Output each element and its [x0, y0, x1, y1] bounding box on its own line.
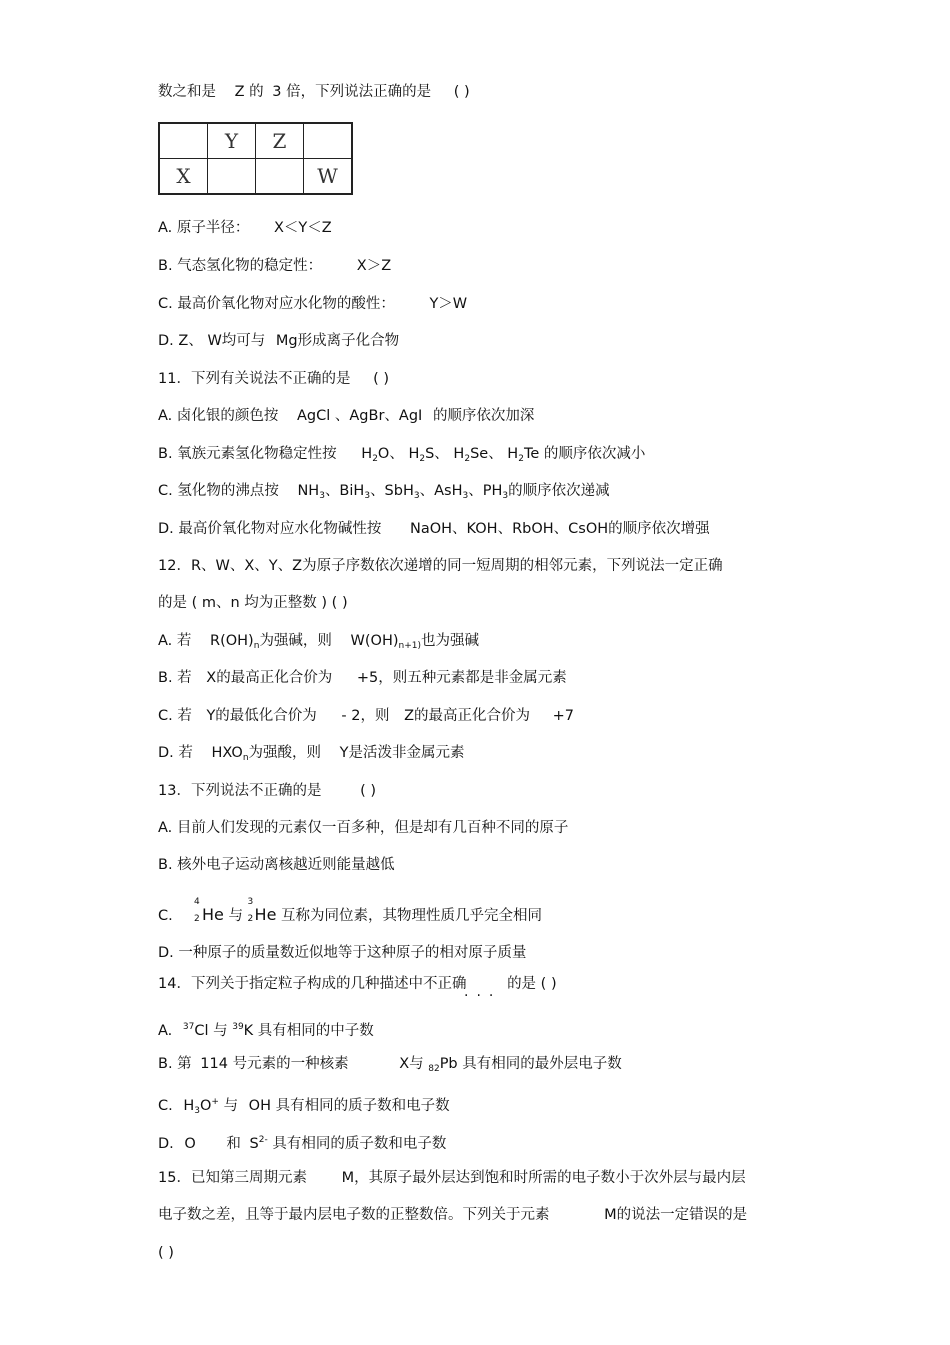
option-text: 与: [213, 1023, 228, 1039]
option-text: 一种原子的质量数近似地等于这种原子的相对原子质量: [178, 945, 527, 961]
option-text: Y是活泼非金属元素: [339, 745, 465, 761]
option-text: 若: [177, 670, 192, 686]
question-text: 12．R、W、X、Y、Z为原子序数依次递增的同一短周期的相邻元素，下列说法一定正确: [158, 558, 723, 574]
subscript: 3: [502, 491, 509, 501]
q14-option-a: [158, 1017, 374, 1041]
q11-option-d: [158, 519, 710, 539]
option-label: D.: [158, 1136, 174, 1152]
option-text: Pb 具有相同的最外层电子数: [439, 1056, 622, 1072]
formula-text: R(OH): [210, 633, 254, 649]
formula-text: H: [453, 446, 465, 462]
question-text: M，其原子最外层达到饱和时所需的电子数小于次外层与最内层: [341, 1170, 746, 1186]
option-text: 最高价氧化物对应水化物的酸性：: [177, 296, 395, 312]
option-text: +5，则五种元素都是非金属元素: [356, 670, 567, 686]
formula-text: W(OH): [350, 633, 399, 649]
option-text: 互称为同位素，其物理性质几乎完全相同: [281, 908, 543, 924]
option-label: D.: [158, 333, 174, 349]
q10-stem-text: 数之和是: [158, 84, 216, 100]
formula-text: Te 的顺序依次减小: [523, 446, 646, 462]
element-symbol: He: [254, 905, 277, 924]
option-expr: X＞Z: [356, 258, 392, 274]
subscript: 3: [194, 1106, 200, 1116]
option-label: B.: [158, 670, 173, 686]
option-text: 与: [228, 908, 243, 924]
table-cell: Z: [256, 123, 304, 159]
option-text: 核外电子运动离核越近则能量越低: [177, 857, 395, 873]
q10-option-b: [158, 256, 391, 276]
option-text: 目前人们发现的元素仅一百多种，但是却有几百种不同的原子: [176, 820, 569, 836]
q12-option-a: [158, 631, 479, 656]
q13-stem: [158, 781, 376, 801]
option-label: C.: [158, 908, 173, 924]
formula-text: H: [507, 446, 519, 462]
option-text: Z的最高正化合价为: [404, 708, 531, 724]
subscript: 2: [464, 454, 471, 464]
option-text: 也为强碱: [421, 633, 479, 649]
element-symbol: Cl: [194, 1023, 209, 1039]
option-text: 114 号元素的一种核素: [200, 1056, 349, 1072]
option-text: +7: [552, 708, 575, 724]
table-cell: Y: [208, 123, 256, 159]
formula-text: 、BiH: [324, 483, 365, 499]
subscript: 3: [462, 491, 469, 501]
formula-text: 、SbH: [370, 483, 414, 499]
q13-option-d: [158, 943, 526, 963]
q10-option-a: [158, 218, 332, 238]
option-text: X与: [399, 1056, 424, 1072]
q13-option-c: [158, 897, 543, 926]
q11-stem: [158, 369, 389, 389]
option-label: C.: [158, 296, 173, 312]
option-label: D.: [158, 945, 174, 961]
subscript: 3: [364, 491, 371, 501]
emphasis-dots: ...: [464, 984, 502, 1000]
option-label: A.: [158, 820, 173, 836]
q13-option-b: [158, 855, 395, 875]
formula-text: O、: [377, 446, 404, 462]
option-text: K 具有相同的中子数: [243, 1023, 374, 1039]
option-text: 为强碱，则: [259, 633, 332, 649]
table-cell: [256, 159, 304, 195]
option-text: NaOH、KOH、RbOH、CsOH的顺序依次增强: [410, 521, 710, 537]
q14-option-b: [158, 1054, 622, 1079]
q13-option-a: [158, 818, 568, 838]
q15-stem: [158, 1168, 746, 1188]
table-cell: [208, 159, 256, 195]
table-cell: [304, 123, 353, 159]
option-text: 最高价氧化物对应水化物碱性按: [178, 521, 382, 537]
mass-number: 3: [247, 897, 254, 907]
q10-stem-n: 3: [272, 84, 282, 100]
q10-option-c: [158, 294, 467, 314]
option-text: 的顺序依次加深: [432, 408, 535, 424]
mass-number: 39: [232, 1022, 244, 1032]
option-text: W均可与: [207, 333, 266, 349]
option-label: C.: [158, 708, 173, 724]
option-label: D.: [158, 521, 174, 537]
q15-answer-paren: [158, 1243, 174, 1263]
option-label: A.: [158, 220, 173, 236]
option-text: Mg形成离子化合物: [275, 333, 400, 349]
q10-stem-de: 的: [249, 84, 264, 100]
question-text: 15．已知第三周期元素: [158, 1170, 307, 1186]
q12-option-d: [158, 743, 465, 768]
option-label: D.: [158, 745, 174, 761]
option-text: 若: [176, 633, 192, 649]
table-row: [159, 159, 352, 195]
subscript: 2: [419, 454, 426, 464]
q10-stem: [158, 82, 470, 102]
q14-option-d: [158, 1130, 446, 1154]
option-text: 的顺序依次递减: [508, 483, 610, 499]
element-symbol: O: [184, 1136, 196, 1152]
formula-text: S、: [425, 446, 449, 462]
option-text: 为强酸，则: [248, 745, 322, 761]
option-label: B.: [158, 258, 173, 274]
formula-text: O: [199, 1098, 212, 1114]
table-row: [159, 123, 352, 159]
table-cell: W: [304, 159, 353, 195]
option-text: X的最高正化合价为: [206, 670, 333, 686]
q11-option-c: [158, 481, 610, 506]
subscript: 2: [372, 454, 378, 464]
q12-stem-cont: [158, 593, 348, 613]
table-cell: X: [159, 159, 208, 195]
option-label: A.: [158, 633, 173, 649]
question-text: 的是 ( ): [507, 976, 557, 992]
option-text: 气态氢化物的稳定性：: [177, 258, 323, 274]
question-text: 11．下列有关说法不正确的是: [158, 371, 351, 387]
question-text: 的是 ( m、n 均为正整数 ) ( ): [158, 595, 348, 611]
q15-stem-cont: [158, 1205, 747, 1225]
option-label: C.: [158, 483, 173, 499]
option-text: 与: [223, 1098, 239, 1114]
answer-paren: ( ): [373, 371, 389, 387]
option-text: 氢化物的沸点按: [177, 483, 279, 499]
charge-superscript: +: [211, 1097, 219, 1107]
option-text: 具有相同的质子数和电子数: [272, 1136, 447, 1152]
element-symbol: S: [249, 1136, 259, 1152]
q11-option-a: [158, 406, 534, 426]
option-label: A.: [158, 1023, 173, 1039]
question-text: 电子数之差，且等于最内层电子数的正整数倍。下列关于元素: [158, 1207, 550, 1223]
option-text: Z、: [178, 333, 203, 349]
element-symbol: He: [201, 905, 224, 924]
option-label: A.: [158, 408, 173, 424]
option-text: AgCl 、AgBr、AgI: [297, 408, 423, 424]
option-text: - 2，则: [341, 708, 390, 724]
q10-option-d: [158, 331, 399, 351]
option-expr: X＜Y＜Z: [274, 220, 332, 236]
mass-number: 4: [193, 897, 200, 907]
option-expr: Y＞W: [429, 296, 468, 312]
atomic-number: 82: [428, 1064, 440, 1074]
charge-superscript: 2-: [258, 1135, 268, 1145]
option-label: C.: [158, 1098, 173, 1114]
q12-option-c: [158, 706, 574, 726]
option-label: B.: [158, 857, 173, 873]
q12-stem: [158, 556, 723, 576]
option-label: B.: [158, 1056, 173, 1072]
q11-option-b: [158, 444, 645, 469]
subscript: n: [242, 753, 249, 763]
formula-text: H: [183, 1098, 195, 1114]
question-text: 13．下列说法不正确的是: [158, 783, 322, 799]
subscript: 2: [518, 454, 524, 464]
atomic-number: 2: [193, 914, 200, 924]
option-text: 若: [177, 708, 192, 724]
q10-stem-z: Z: [234, 84, 245, 100]
formula-text: H: [408, 446, 420, 462]
option-text: 氧族元素氢化物稳定性按: [177, 446, 337, 462]
question-text: 14．下列关于指定粒子构成的几种描述中不正确: [158, 976, 467, 992]
option-text: 和: [226, 1136, 241, 1152]
option-text: Y的最低化合价为: [206, 708, 317, 724]
q10-answer-paren: ( ): [453, 84, 470, 100]
atomic-number: 2: [247, 914, 254, 924]
q12-option-b: [158, 668, 567, 688]
formula-text: H: [361, 446, 373, 462]
answer-paren: ( ): [360, 783, 376, 799]
option-text: 原子半径：: [176, 220, 250, 236]
subscript: n+1): [398, 641, 421, 651]
formula-text: Se、: [470, 446, 503, 462]
answer-paren: ( ): [158, 1245, 174, 1261]
subscript: 3: [319, 491, 325, 501]
subscript: n: [253, 641, 260, 651]
formula-text: 、AsH: [419, 483, 463, 499]
option-text: 若: [178, 745, 193, 761]
subscript: 3: [413, 491, 420, 501]
isotope-he4-indices: [193, 897, 202, 924]
isotope-he3-indices: [247, 897, 255, 924]
formula-text: HXO: [211, 745, 243, 761]
formula-text: 、PH: [468, 483, 503, 499]
q10-stem-text2: 倍，下列说法正确的是: [286, 84, 432, 100]
option-text: 卤化银的颜色按: [176, 408, 279, 424]
periodic-table-fragment: [158, 122, 353, 195]
formula-text: NH: [297, 483, 320, 499]
table-cell: [159, 123, 208, 159]
option-text: OH 具有相同的质子数和电子数: [248, 1098, 450, 1114]
option-text: 第: [177, 1056, 192, 1072]
option-label: B.: [158, 446, 173, 462]
mass-number: 37: [182, 1022, 195, 1032]
question-text: M的说法一定错误的是: [604, 1207, 748, 1223]
q14-option-c: [158, 1092, 450, 1121]
